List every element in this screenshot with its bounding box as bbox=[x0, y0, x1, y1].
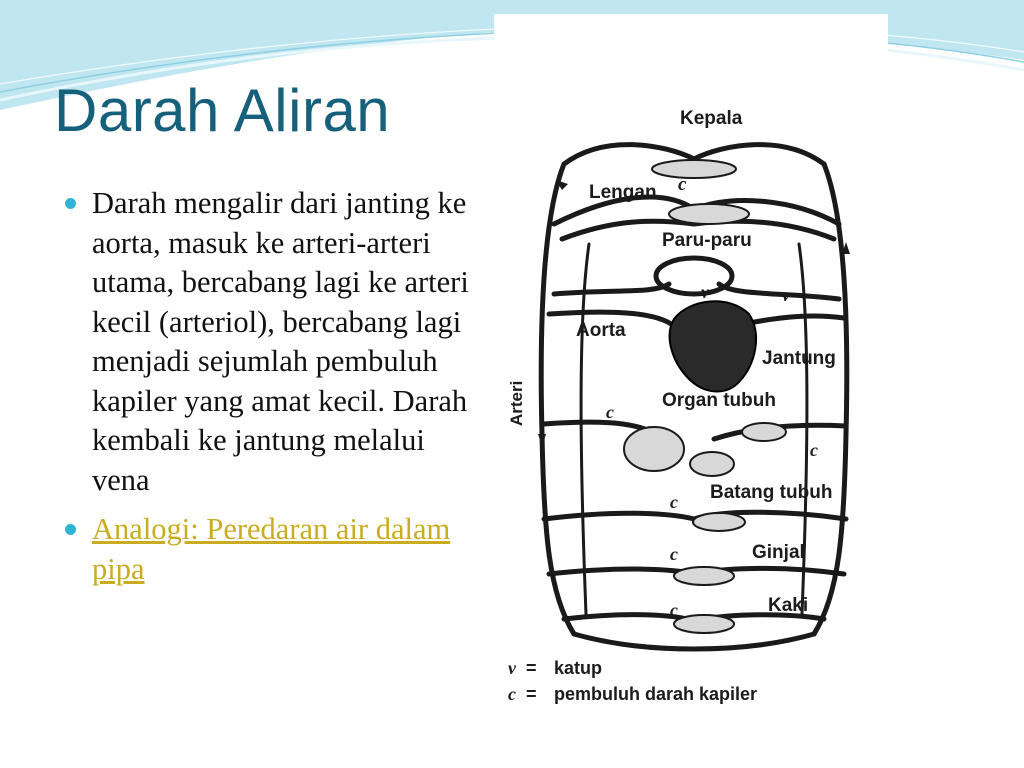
kidney-capillary bbox=[674, 567, 734, 585]
bullet-dot-icon bbox=[65, 524, 76, 535]
label-kepala: Kepala bbox=[680, 108, 743, 129]
label-lengan: Lengan bbox=[589, 182, 657, 203]
symbol-c-kaki: c bbox=[670, 600, 678, 620]
label-ginjal: Ginjal bbox=[752, 542, 805, 563]
bottom-loop bbox=[574, 634, 814, 649]
symbol-c-organ: c bbox=[606, 402, 614, 422]
organ-loop bbox=[544, 422, 846, 439]
bullet-item bbox=[62, 184, 482, 500]
lung-capillary-bed bbox=[656, 258, 732, 294]
symbol-v-lung-1: v bbox=[701, 282, 709, 302]
legend-v-text: katup bbox=[554, 658, 603, 678]
bullet-list bbox=[62, 184, 482, 589]
symbol-c-batang: c bbox=[670, 492, 678, 512]
symbol-c-ginjal: c bbox=[670, 544, 678, 564]
organ-capillary-2 bbox=[690, 452, 734, 476]
leg-capillary bbox=[674, 615, 734, 633]
circulation-diagram-svg bbox=[494, 14, 888, 726]
organ-capillary-3 bbox=[742, 423, 786, 441]
label-jantung: Jantung bbox=[762, 348, 836, 369]
trunk-capillary bbox=[693, 513, 745, 531]
circulation-diagram bbox=[494, 14, 888, 726]
symbol-c-right: c bbox=[810, 440, 818, 460]
arm-capillary bbox=[669, 204, 749, 224]
legend bbox=[508, 658, 757, 704]
bullet-dot-icon bbox=[65, 198, 76, 209]
legend-c-eq: = bbox=[526, 684, 537, 704]
head-capillary bbox=[652, 160, 736, 178]
organ-capillary bbox=[624, 427, 684, 471]
legend-v-symbol: v bbox=[508, 658, 516, 678]
symbol-c-lengan: c bbox=[678, 174, 687, 195]
legend-c-text: pembuluh darah kapiler bbox=[554, 684, 758, 704]
label-kaki: Kaki bbox=[768, 595, 809, 616]
legend-c-symbol: c bbox=[508, 684, 516, 704]
bullet-text: Darah mengalir dari janting ke aorta, masuk ke arteri-arteri utama, bercabang lagi ke arteri kecil (arteriol), bercabang lagi menjadi sejumlah pembuluh kapiler yang amat kecil. Darah kembali ke jantung melalui vena bbox=[92, 186, 469, 497]
bullet-item-link bbox=[62, 510, 482, 589]
legend-v-eq: = bbox=[526, 658, 537, 678]
arrow-down-left bbox=[538, 434, 546, 446]
symbol-v-lung-2: v bbox=[782, 285, 790, 305]
heart-icon bbox=[670, 301, 756, 391]
label-organ: Organ tubuh bbox=[662, 390, 776, 411]
slide-title: Darah Aliran bbox=[54, 77, 391, 144]
label-paru: Paru-paru bbox=[662, 230, 752, 251]
label-batang: Batang tubuh bbox=[710, 482, 833, 503]
inner-artery bbox=[581, 244, 589, 614]
label-aorta: Aorta bbox=[576, 320, 626, 341]
analogy-link[interactable]: Analogi: Peredaran air dalam pipa bbox=[92, 512, 451, 586]
heart-out-right bbox=[744, 316, 844, 324]
label-arteri: Arteri bbox=[507, 380, 526, 426]
